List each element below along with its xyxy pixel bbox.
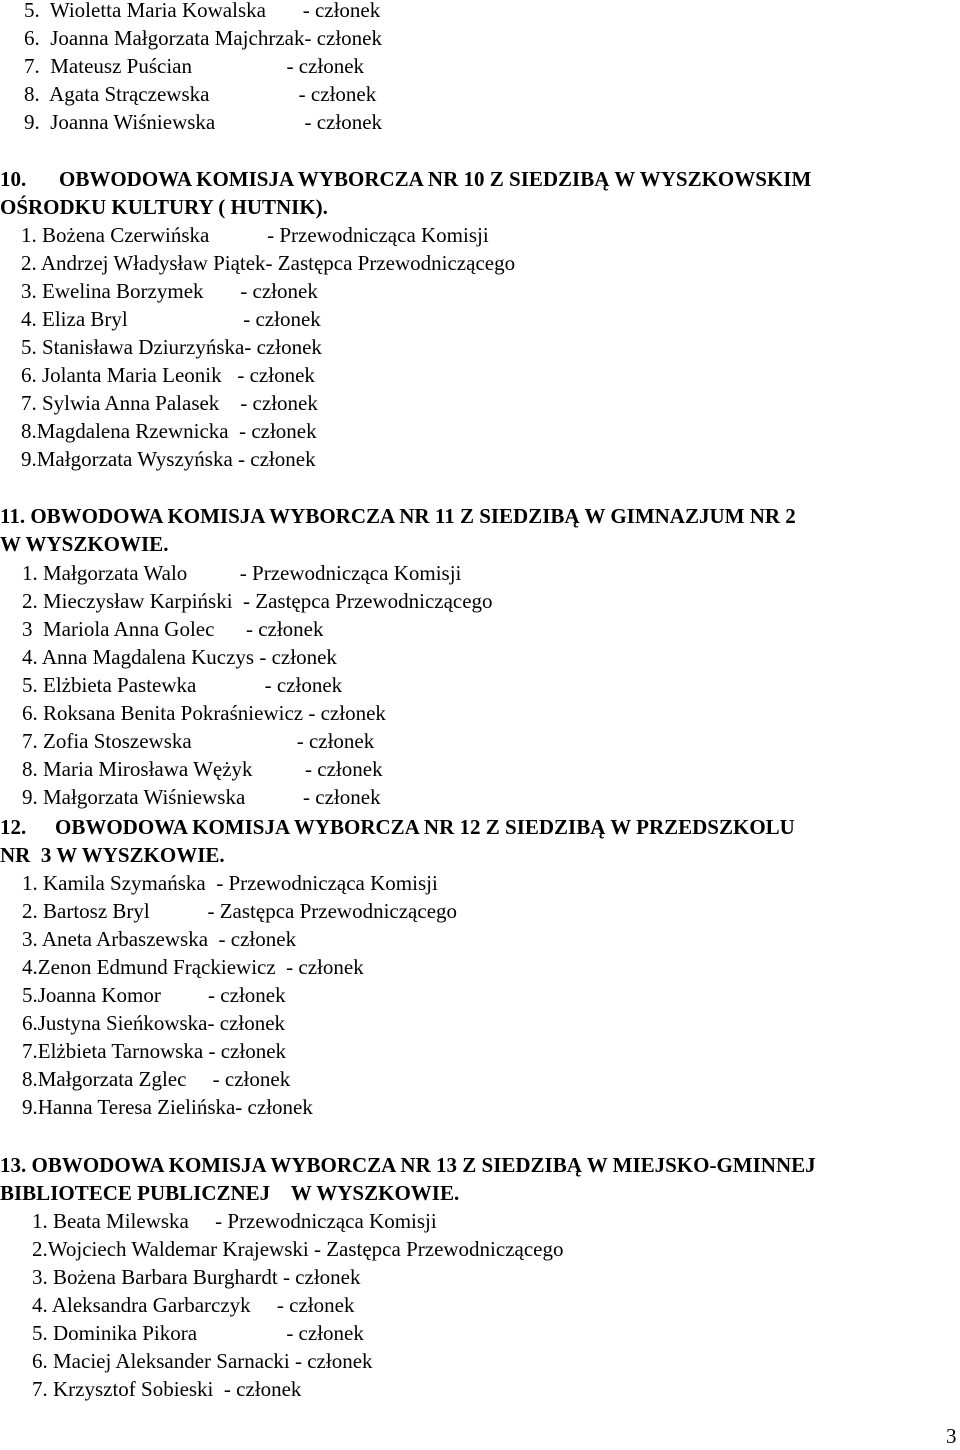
member-row: 8. Agata Strączewska - członek (24, 82, 377, 106)
member-row: 5. Wioletta Maria Kowalska - członek (24, 0, 381, 22)
section-heading: OBWODOWA KOMISJA WYBORCZA NR 12 Z SIEDZIBĄ W PRZEDSZKOLU (55, 815, 795, 839)
section-heading: NR 3 W WYSZKOWIE. (0, 843, 225, 867)
member-row: 3. Aneta Arbaszewska - członek (22, 927, 297, 951)
member-row: 7. Sylwia Anna Palasek - członek (21, 391, 318, 415)
member-row: 1. Bożena Czerwińska - Przewodnicząca Komisji (21, 223, 489, 247)
member-row: 7. Mateusz Puścian - członek (24, 54, 365, 78)
member-row: 1. Kamila Szymańska - Przewodnicząca Komisji (22, 871, 438, 895)
member-row: 8.Małgorzata Zglec - członek (22, 1067, 291, 1091)
member-row: 3. Bożena Barbara Burghardt - członek (32, 1265, 361, 1289)
member-row: 7.Elżbieta Tarnowska - członek (22, 1039, 287, 1063)
section-heading: OBWODOWA KOMISJA WYBORCZA NR 10 Z SIEDZIBĄ W WYSZKOWSKIM (59, 167, 812, 191)
page-number: 3 (946, 1424, 957, 1448)
member-row: 1. Beata Milewska - Przewodnicząca Komisji (32, 1209, 437, 1233)
member-row: 9. Małgorzata Wiśniewska - członek (22, 785, 381, 809)
member-row: 5. Stanisława Dziurzyńska- członek (21, 335, 322, 359)
section-number: 10. (0, 167, 27, 191)
member-row: 6. Maciej Aleksander Sarnacki - członek (32, 1349, 373, 1373)
member-row: 8.Magdalena Rzewnicka - członek (21, 419, 317, 443)
member-row: 3 Mariola Anna Golec - członek (22, 617, 324, 641)
member-row: 4. Anna Magdalena Kuczys - członek (22, 645, 337, 669)
member-row: 9. Joanna Wiśniewska - członek (24, 110, 383, 134)
member-row: 1. Małgorzata Walo - Przewodnicząca Komisji (22, 561, 462, 585)
member-row: 4. Eliza Bryl - członek (21, 307, 321, 331)
member-row: 5. Dominika Pikora - członek (32, 1321, 364, 1345)
member-row: 7. Zofia Stoszewska - członek (22, 729, 375, 753)
section-heading: 13. OBWODOWA KOMISJA WYBORCZA NR 13 Z SIEDZIBĄ W MIEJSKO-GMINNEJ (0, 1153, 816, 1177)
member-row: 3. Ewelina Borzymek - członek (21, 279, 318, 303)
member-row: 2. Andrzej Władysław Piątek- Zastępca Przewodniczącego (21, 251, 516, 275)
member-row: 8. Maria Mirosława Wężyk - członek (22, 757, 383, 781)
member-row: 9.Małgorzata Wyszyńska - członek (21, 447, 316, 471)
member-row: 6. Roksana Benita Pokraśniewicz - członek (22, 701, 386, 725)
section-number: 12. (0, 815, 27, 839)
member-row: 2. Mieczysław Karpiński - Zastępca Przewodniczącego (22, 589, 493, 613)
section-heading: 11. OBWODOWA KOMISJA WYBORCZA NR 11 Z SIEDZIBĄ W GIMNAZJUM NR 2 (0, 504, 796, 528)
member-row: 2. Bartosz Bryl - Zastępca Przewodniczącego (22, 899, 458, 923)
member-row: 6. Joanna Małgorzata Majchrzak- członek (24, 26, 383, 50)
section-heading: OŚRODKU KULTURY ( HUTNIK). (0, 195, 328, 219)
member-row: 9.Hanna Teresa Zielińska- członek (22, 1095, 313, 1119)
member-row: 4. Aleksandra Garbarczyk - członek (32, 1293, 355, 1317)
member-row: 5.Joanna Komor - członek (22, 983, 286, 1007)
member-row: 7. Krzysztof Sobieski - członek (32, 1377, 302, 1401)
member-row: 6. Jolanta Maria Leonik - członek (21, 363, 315, 387)
member-row: 6.Justyna Sieńkowska- członek (22, 1011, 286, 1035)
section-heading: W WYSZKOWIE. (0, 532, 169, 556)
member-row: 2.Wojciech Waldemar Krajewski - Zastępca Przewodniczącego (32, 1237, 564, 1261)
section-heading: BIBLIOTECE PUBLICZNEJ W WYSZKOWIE. (0, 1181, 460, 1205)
member-row: 5. Elżbieta Pastewka - członek (22, 673, 343, 697)
member-row: 4.Zenon Edmund Frąckiewicz - członek (22, 955, 364, 979)
